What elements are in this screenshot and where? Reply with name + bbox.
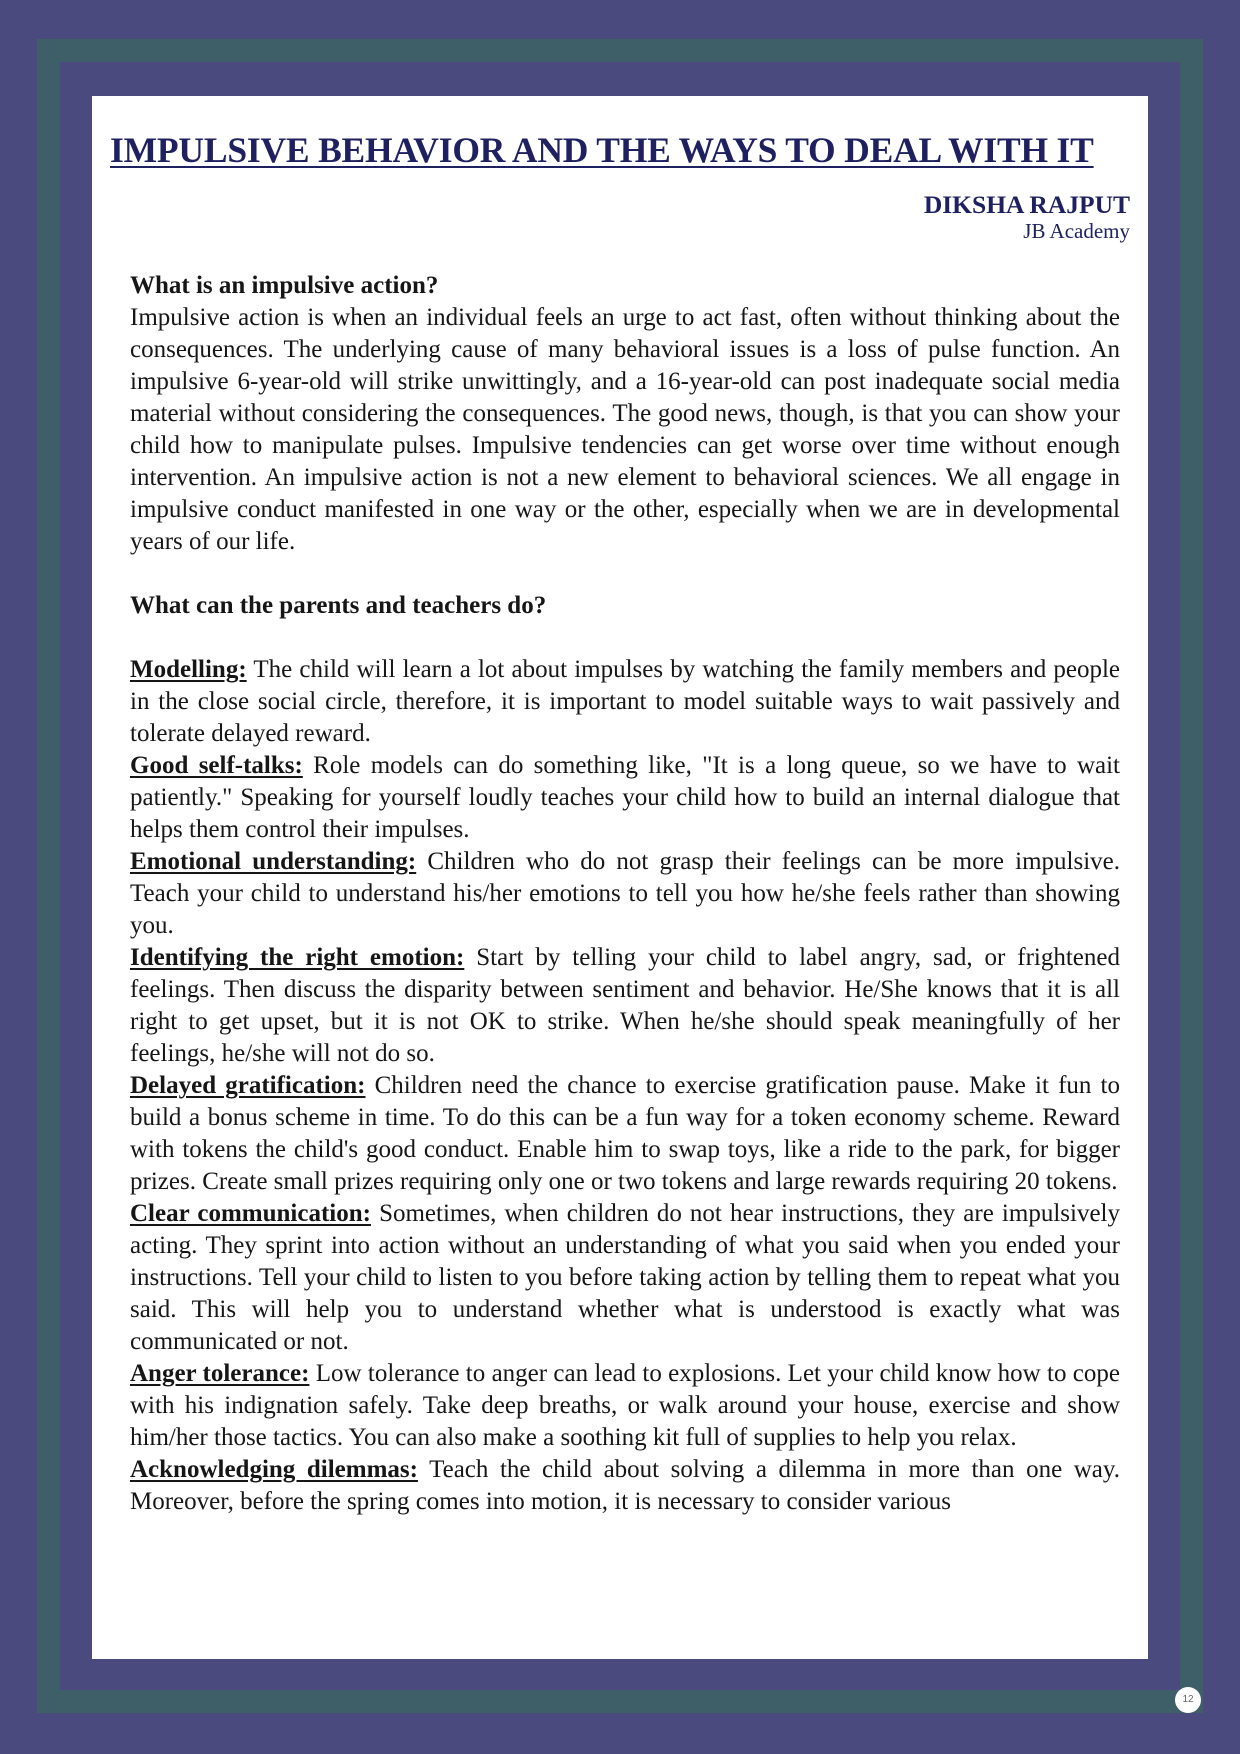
tip-term: Identifying the right emotion:	[130, 944, 465, 971]
tip-paragraph-delayed-gratification	[130, 1070, 1120, 1198]
tip-text: Role models can do something like, "It is a long queue, so we have to wait patiently." Speaking for yourself loudly teaches your child how to build an internal dialogue that helps them control their impulses.	[130, 752, 1120, 843]
article-body	[110, 243, 1130, 1518]
author-name: DIKSHA RAJPUT	[923, 190, 1130, 219]
tip-text: Children need the chance to exercise gratification pause. Make it fun to build a bonus scheme in time. To do this can be a fun way for a token economy scheme. Reward with tokens the child's good conduct. Enable him to swap toys, like a ride to the park, for bigger prizes. Create small prizes requiring only one or two tokens and large rewards requiring 20 tokens.	[130, 1072, 1120, 1195]
page-number-badge: 12	[1175, 1687, 1201, 1713]
tip-term: Anger tolerance:	[130, 1360, 310, 1387]
tip-term: Delayed gratification:	[130, 1072, 366, 1099]
section-heading-impulsive-action: What is an impulsive action?	[130, 272, 439, 299]
tip-term: Emotional understanding:	[130, 848, 417, 875]
tip-text: Teach the child about solving a dilemma in more than one way. Moreover, before the spring comes into motion, it is necessary to consider various	[130, 1456, 1121, 1515]
tip-paragraph-dilemmas	[130, 1454, 1120, 1518]
tip-text: The child will learn a lot about impulses by watching the family members and people in the close social circle, therefore, it is important to model suitable ways to wait passively and tolerate delayed reward.	[130, 656, 1120, 747]
tip-text: Sometimes, when children do not hear instructions, they are impulsively acting. They sprint into action without an understanding of what you said when you ended your instructions. Tell your child to listen to you before taking action by telling them to repeat what you said. This will help you to understand whether what is understood is exactly what was communicated or not.	[130, 1200, 1120, 1355]
tip-text: Children who do not grasp their feelings can be more impulsive. Teach your child to understand his/her emotions to tell you how he/she feels rather than showing you.	[130, 848, 1120, 939]
section-heading-parents-teachers: What can the parents and teachers do?	[130, 592, 547, 619]
tip-term: Acknowledging dilemmas:	[130, 1456, 418, 1483]
tip-term: Good self-talks:	[130, 752, 303, 779]
tip-paragraph-anger-tolerance	[130, 1358, 1120, 1454]
article-title: IMPULSIVE BEHAVIOR AND THE WAYS TO DEAL WITH IT	[110, 130, 1094, 170]
article-page	[92, 96, 1148, 1659]
tip-text: Start by telling your child to label angry, sad, or frightened feelings. Then discuss the disparity between sentiment and behavior. He/She knows that it is all right to get upset, but it is not OK to strike. When he/she should speak meaningfully of her feelings, he/she will not do so.	[130, 944, 1120, 1067]
tip-paragraph-clear-communication	[130, 1198, 1120, 1358]
author-affiliation: JB Academy	[1023, 219, 1130, 243]
tip-paragraph-right-emotion	[130, 942, 1120, 1070]
tip-text: Low tolerance to anger can lead to explosions. Let your child know how to cope with his indignation safely. Take deep breaths, or walk around your house, exercise and show him/her those tactics. You can also make a soothing kit full of supplies to help you relax.	[130, 1360, 1120, 1451]
tip-paragraph-emotional-understanding	[130, 846, 1120, 942]
section-paragraph-impulsive-action: Impulsive action is when an individual feels an urge to act fast, often without thinking about the consequences. The underlying cause of many behavioral issues is a loss of pulse function. An impulsive 6-year-old will strike unwittingly, and a 16-year-old can post inadequate social media material without considering the consequences. The good news, though, is that you can show your child how to manipulate pulses. Impulsive tendencies can get worse over time without enough intervention. An impulsive action is not a new element to behavioral sciences. We all engage in impulsive conduct manifested in one way or the other, especially when we are in developmental years of our life.	[130, 304, 1120, 555]
tip-paragraph-modelling	[130, 654, 1120, 750]
tip-term: Modelling:	[130, 656, 247, 683]
tip-term: Clear communication:	[130, 1200, 371, 1227]
tip-paragraph-self-talks	[130, 750, 1120, 846]
